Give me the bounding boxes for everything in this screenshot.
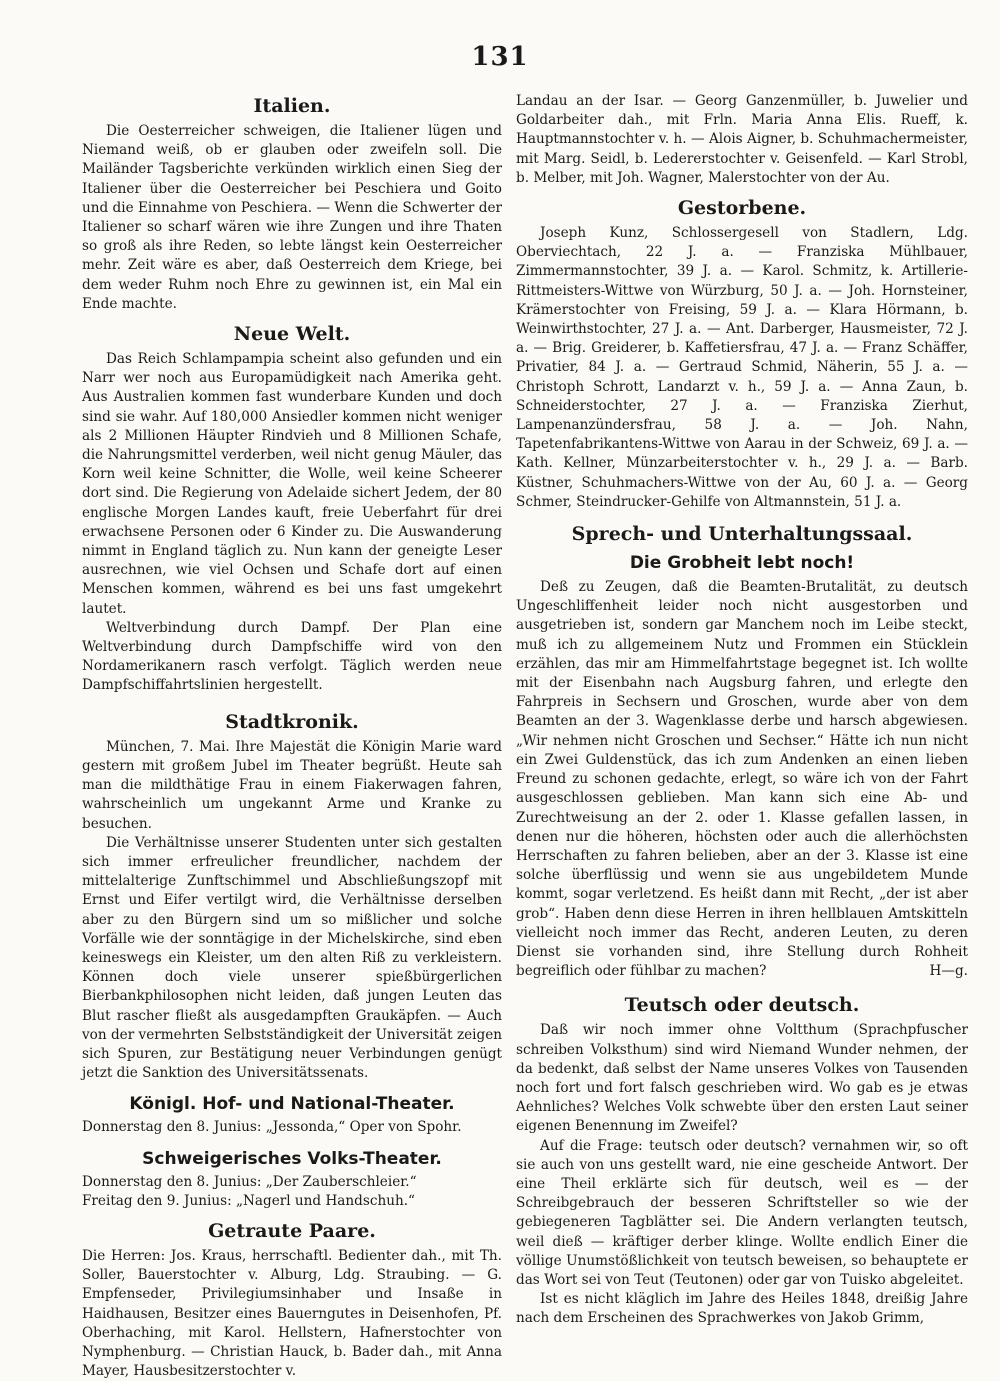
- volks-theater-line-1: Donnerstag den 8. Junius: „Der Zauberschleier.“: [82, 1173, 417, 1190]
- hof-theater-line: Donnerstag den 8. Junius: „Jessonda,“ Oper von Spohr.: [82, 1119, 462, 1136]
- section-title-teutsch: Teutsch oder deutsch.: [624, 994, 860, 1017]
- section-title-neue-welt: Neue Welt.: [233, 323, 351, 346]
- getraute-paare-continued: Landau an der Isar. — Georg Ganzenmüller, b. Juwelier und Goldarbeiter dah., mit Frln. Maria Anna Elis. Rueff, k. Hauptmannstochter v. h. — Alois Aigner, b. Schuhmachermeister, mit Marg. Seidl, b. Ledererstochter v. Geisenfeld. — Karl Strobl, b. Melber, mit Joh. Wagner, Malerstochter von der Au.: [516, 93, 968, 186]
- neue-welt-paragraph-1: Das Reich Schlampampia scheint also gefunden und ein Narr wer noch aus Europamüdigkeit nach Amerika geht. Aus Australien kommen fast wunderbare Kunden und doch sind sie wahr. Auf 180,000 Ansiedler kommen nicht weniger als 2 Millionen Häupter Rindvieh und 8 Millionen Schafe, die Nahrungsmittel verderben, weil nicht genug Mäuler, das Korn weil keine Schnitter, die Wolle, weil keine Scheerer dort sind. Die Regierung von Adelaide sichert Jedem, der 80 englische Morgen Landes kauft, freie Ueberfahrt für drei erwachsene Personen oder 6 Kinder zu. Die Auswanderung nimmt in England täglich zu. Nun kann der geneigte Leser ausrechnen, wie viel Ochsen und Schafe dort auf einen Menschen kommen, während es bei uns fast umgekehrt lautet.: [82, 351, 502, 617]
- section-title-volks-theater: Schweigerisches Volks-Theater.: [142, 1148, 442, 1169]
- article-title-grobheit: Die Grobheit lebt noch!: [629, 553, 855, 574]
- getraute-paare-text: Die Herren: Jos. Kraus, herrschaftl. Bedienter dah., mit Th. Soller, Bauerstochter v. Alburg, Ldg. Straubing. — G. Empfenseder, Privilegiumsinhaber und Insaße in Haidhausen, Besitzer eines Bauerngutes in Deisenhofen, Pf. Oberhaching, mit Karol. Hellstern, Hafnerstochter von Nymphenburg. — Christian Hauck, b. Bader dah., mit Anna Mayer, Hausbesitzerstochter v.: [82, 1247, 502, 1380]
- stadtkronik-paragraph-1: München, 7. Mai. Ihre Majestät die Königin Marie ward gestern mit großem Jubel im Theater begrüßt. Heute sah man die mildthätige Frau in einem Fiakerwagen fahren, wahrscheinlich um ungekannt Arme und Kranke zu besuchen.: [82, 738, 502, 832]
- volks-theater-line-2: Freitag den 9. Junius: „Nagerl und Handschuh.“: [82, 1192, 415, 1209]
- section-title-stadtkronik: Stadtkronik.: [225, 710, 359, 733]
- right-column: [516, 92, 968, 1329]
- section-title-getraute-paare: Getraute Paare.: [208, 1219, 376, 1242]
- teutsch-paragraph-2: Auf die Frage: teutsch oder deutsch? vernahmen wir, so oft sie auch von uns gestellt ward, nie eine gescheide Antwort. Der eine Theil erklärte sich für deutsch, weil es — der Schreibgebrauch der besseren Schriftsteller so wie der gebiegeneren Tagblätter sei. Die Andern verlangten teutsch, weil dieß — kräftiger derber klinge. Wollte endlich Einer die völlige Unumstößlichkeit von teutsch beweisen, so behauptete er das Wort sei von Teut (Teutonen) oder gar von Tuisko abgeleitet.: [516, 1137, 968, 1288]
- page-number: 131: [471, 42, 529, 72]
- grobheit-text: [516, 578, 968, 981]
- section-title-gestorbene: Gestorbene.: [677, 197, 807, 220]
- left-column: [82, 86, 502, 1381]
- teutsch-paragraph-3: Ist es nicht kläglich im Jahre des Heiles 1848, dreißig Jahre nach dem Erscheinen des Sprachwerkes von Jakob Grimm,: [516, 1291, 968, 1327]
- teutsch-paragraph-1: Daß wir noch immer ohne Voltthum (Sprachpfuscher schreiben Volksthum) sind wird Niemand Wunder nehmen, der da bedenkt, daß selbst der Name unseres Volkes von Tausenden noch fort und fort falsch geschrieben wird. Wo gab es je etwas Aehnliches? Welches Volk schwebte über den ersten Laut seiner eigenen Benennung im Zweifel?: [516, 1022, 968, 1135]
- grobheit-body: Deß zu Zeugen, daß die Beamten-Brutalität, zu deutsch Ungeschliffenheit leider noch nicht ausgestorben und ausgetrieben ist, sondern gar Manchem noch im Leibe steckt, muß ich zu allgemeinem Nutz und Frommen ein Stücklein erzählen, das mir am Himmelfahrtstage begegnet ist. Ich wollte mit der Eisenbahn nach Augsburg fahren, und erlegte den Fahrpreis in Sechsern und Groschen, wurde aber von dem Beamten an der 3. Wagenklasse derbe und harsch abgewiesen. „Wir nehmen nicht Groschen und Sechser.“ Hätte ich nun nicht ein Zwei Guldenstück, das ich zum Andenken an einen lieben Freund zu schonen gedachte, erlegt, so wäre ich von der Fahrt ausgeschlossen geblieben. Man kann sich eine Ab- und Zurechtweisung an der 2. oder 1. Klasse gefallen lassen, in denen nur die höheren, höchsten oder auch die allerhöchsten Herrschaften zu fahren belieben, aber an der 3. Klasse ist eine solche überflüssig und wenn sie aus ungebildetem Munde kommt, sogar verletzend. Es heißt dann mit Recht, „der ist aber grob“. Haben denn diese Herren in ihren hellblauen Amtskitteln vielleicht noch immer das Recht, anderen Leuten, zu deren Dienst sie vorhanden sind, ihre Stellung durch Rohheit begreiflich oder fühlbar zu machen?: [516, 579, 968, 980]
- neue-welt-paragraph-2: Weltverbindung durch Dampf. Der Plan eine Weltverbindung durch Dampfschiffe wird von den Nordamerikanern rasch verfolgt. Täglich werden neue Dampfschiffahrtslinien hergestellt.: [82, 619, 502, 694]
- section-title-sprechsaal: Sprech- und Unterhaltungssaal.: [571, 523, 913, 546]
- stadtkronik-paragraph-2: Die Verhältnisse unserer Studenten unter sich gestalten sich immer erfreulicher freundlicher, nachdem der mittelalterige Zunftschimmel und Abschließungszopf mit Ernst und Eifer vertilgt wird, die Verhältnisse derselben aber zu den Bürgern sind um so mißlicher und solche Vorfälle wie der sonntägige in der Michelskirche, sind eben keineswegs ein Kleister, um den alten Riß zu verkleistern. Können doch viele unserer spießbürgerlichen Bierbankphilosophen nicht leiden, daß jungen Leuten das Blut rascher fließt als ausgedampften Graukäpfen. — Auch von der vermehrten Selbstständigkeit der Universität zeigen sich Spuren, zur Bestätigung neuer Verbindungen genügt jetzt die Sanktion des Universitätssenats.: [82, 834, 502, 1082]
- italien-text: Die Oesterreicher schweigen, die Italiener lügen und Niemand weiß, ob er glauben oder zweifeln soll. Die Mailänder Tagsberichte verkünden wirklich einen Sieg der Italiener über die Oesterreicher bei Peschiera und Goito und die Einnahme von Peschiera. — Wenn die Schwerter der Italiener so scharf wären wie ihre Zungen und ihre Thaten so groß als ihre Reden, so lebte längst kein Oesterreicher mehr. Zeit wäre es aber, daß Oesterreich dem Kriege, bei dem weder Ruhm noch Ehre zu gewinnen ist, ein Mal ein Ende machte.: [82, 123, 502, 312]
- gestorbene-text: Joseph Kunz, Schlossergesell von Stadlern, Ldg. Oberviechtach, 22 J. a. — Franziska Mühlbauer, Zimmermannstochter, 39 J. a. — Karol. Schmitz, k. Artillerie-Rittmeisters-Wittwe von Würzburg, 50 J. a. — Joh. Hornsteiner, Krämerstochter von Freising, 59 J. a. — Klara Hörmann, b. Weinwirthstochter, 27 J. a. — Ant. Darberger, Hausmeister, 72 J. a. — Brig. Greiderer, b. Kaffetiersfrau, 47 J. a. — Franz Schäffer, Privatier, 84 J. a. — Gertraud Schmid, Näherin, 55 J. a. — Christoph Schrott, Landarzt v. h., 59 J. a. — Anna Zaun, b. Schneiderstochter, 27 J. a. — Franziska Zierhut, Lampenanzündersfrau, 58 J. a. — Joh. Nahn, Tapetenfabrikantens-Wittwe von Aarau in der Schweiz, 69 J. a. — Kath. Kellner, Münzarbeiterstochter v. h., 29 J. a. — Barb. Küstner, Schuhmachers-Wittwe von der Au, 60 J. a. — Georg Schmer, Steindrucker-Gehilfe von Altmannstein, 51 J. a.: [516, 225, 968, 510]
- grobheit-signature: H—g.: [929, 963, 968, 980]
- section-title-italien: Italien.: [253, 95, 331, 117]
- section-title-hof-theater: Königl. Hof- und National-Theater.: [129, 1094, 455, 1115]
